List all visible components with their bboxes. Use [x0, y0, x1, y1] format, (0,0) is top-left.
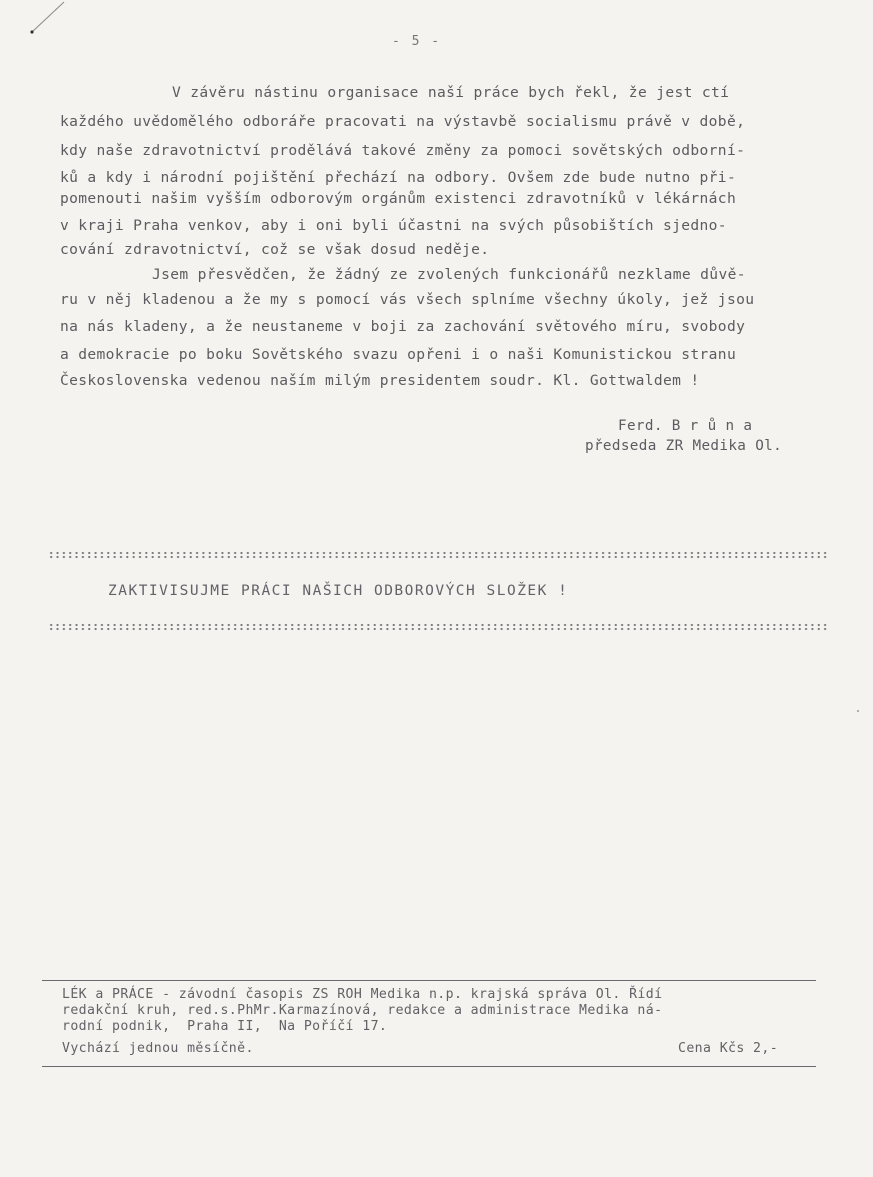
body-line: v kraji Praha venkov, aby i oni byli účastni na svých působištích sjedno-	[60, 217, 727, 234]
body-line: a demokracie po boku Sovětského svazu opřeni i o naši Komunistickou stranu	[60, 346, 737, 363]
body-line: na nás kladeny, a že neustaneme v boji za zachování světového míru, svobody	[60, 318, 746, 335]
body-line: každého uvědomělého odboráře pracovati na výstavbě socialismu právě v době,	[60, 113, 746, 130]
paper-speck	[857, 710, 859, 712]
footer-line: rodní podnik, Praha II, Na Poříčí 17.	[62, 1019, 388, 1034]
body-line: cování zdravotnictví, což se však dosud neděje.	[60, 241, 490, 258]
body-line: Československa vedenou naším milým presidentem soudr. Kl. Gottwaldem !	[60, 372, 700, 389]
slogan: ZAKTIVISUJME PRÁCI NAŠICH ODBOROVÝCH SLOŽEK !	[108, 583, 569, 599]
body-line: ru v něj kladenou a že my s pomocí vás všech splníme všechny úkoly, jež jsou	[60, 291, 755, 308]
footer-rule-bottom	[42, 1066, 816, 1067]
dotted-divider-top	[48, 551, 828, 559]
body-line: V závěru nástinu organisace naší práce bych řekl, že jest ctí	[172, 84, 730, 101]
footer-rule-top	[42, 980, 816, 981]
signature-name: Ferd. B r ů n a	[618, 418, 753, 434]
signature-title: předseda ZR Medika Ol.	[585, 438, 783, 454]
dotted-divider-bottom	[48, 623, 828, 631]
footer-line: Vychází jednou měsíčně.	[62, 1041, 254, 1056]
body-line: ků a kdy i národní pojištění přechází na odbory. Ovšem zde bude nutno při-	[60, 169, 737, 186]
page-number: - 5 -	[392, 34, 442, 49]
body-line: kdy naše zdravotnictví prodělává takové změny za pomoci sovětských odborní-	[60, 142, 746, 159]
corner-pen-mark	[28, 0, 68, 34]
body-line: Jsem přesvědčen, že žádný ze zvolených funkcionářů nezklame důvě-	[152, 266, 746, 283]
footer-price: Cena Kčs 2,-	[678, 1041, 779, 1056]
footer-line: redakční kruh, red.s.PhMr.Karmazínová, redakce a administrace Medika ná-	[62, 1003, 663, 1018]
footer-line: LÉK a PRÁCE - závodní časopis ZS ROH Medika n.p. krajská správa Ol. Řídí	[62, 987, 663, 1002]
body-line: pomenouti našim vyšším odborovým orgánům existenci zdravotníků v lékárnách	[60, 190, 737, 207]
